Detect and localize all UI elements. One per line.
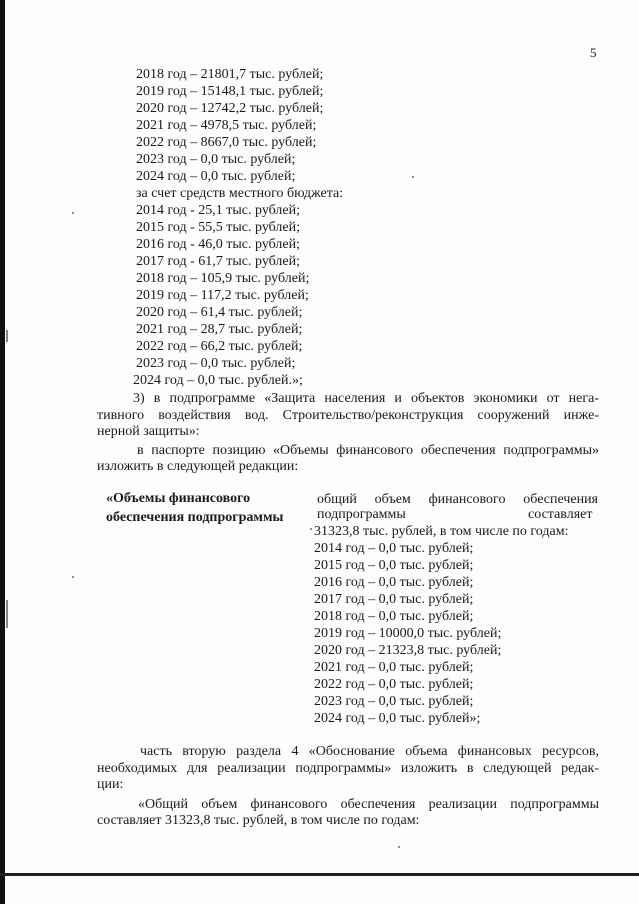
margin-mark	[6, 600, 8, 628]
scan-speck	[72, 576, 74, 578]
table-right-cell-line: составляет	[528, 507, 593, 522]
table-year-item: 2015 год – 0,0 тыс. рублей;	[314, 558, 474, 573]
page-number: 5	[590, 45, 597, 60]
list-item: 2020 год – 12742,2 тыс. рублей;	[136, 101, 324, 116]
paragraph-line: «Общий объем финансового обеспечения реализации подпрограммы	[138, 797, 599, 812]
list-item: 2017 год - 61,7 тыс. рублей;	[136, 254, 301, 269]
list-item: 2021 год – 28,7 тыс. рублей;	[136, 322, 303, 337]
list-item: 2018 год – 105,9 тыс. рублей;	[136, 271, 310, 286]
scan-speck	[412, 176, 414, 178]
table-year-item: 2024 год – 0,0 тыс. рублей»;	[314, 711, 481, 726]
list-item: 2019 год – 117,2 тыс. рублей;	[136, 288, 309, 303]
scan-left-edge	[0, 0, 5, 904]
table-right-cell-line: общий объем финансового обеспечения	[317, 492, 598, 507]
paragraph-line: ции:	[97, 777, 124, 792]
list-item: 2020 год – 61,4 тыс. рублей;	[136, 305, 303, 320]
list-item: 2023 год – 0,0 тыс. рублей;	[136, 356, 296, 371]
list-heading: за счет средств местного бюджета:	[136, 186, 344, 201]
scan-speck	[398, 846, 400, 848]
scan-speck	[72, 212, 74, 214]
table-left-cell-line: «Объемы финансового	[106, 491, 251, 506]
table-left-cell-line: обеспечения подпрограммы	[106, 510, 284, 525]
list-item: 2022 год – 8667,0 тыс. рублей;	[136, 135, 317, 150]
list-item: 2019 год – 15148,1 тыс. рублей;	[136, 84, 324, 99]
table-year-item: 2019 год – 10000,0 тыс. рублей;	[314, 626, 502, 641]
table-right-cell-line: подпрограммы	[317, 507, 406, 522]
table-year-item: 2020 год – 21323,8 тыс. рублей;	[314, 643, 502, 658]
table-year-item: 2014 год – 0,0 тыс. рублей;	[314, 541, 474, 556]
list-item: 2018 год – 21801,7 тыс. рублей;	[136, 67, 324, 82]
table-year-item: 2016 год – 0,0 тыс. рублей;	[314, 575, 474, 590]
table-year-item: 2021 год – 0,0 тыс. рублей;	[314, 660, 474, 675]
margin-mark	[6, 330, 8, 342]
paragraph-line: необходимых для реализации подпрограммы» изложить в следующей редак-	[97, 761, 599, 776]
paragraph-line: изложить в следующей редакции:	[97, 459, 299, 474]
list-item: 2024 год – 0,0 тыс. рублей;	[136, 169, 296, 184]
list-item: 2024 год – 0,0 тыс. рублей.»;	[133, 373, 303, 388]
table-year-item: 2022 год – 0,0 тыс. рублей;	[314, 677, 474, 692]
list-item: 2023 год – 0,0 тыс. рублей;	[136, 152, 296, 167]
paragraph-line: тивного воздействия вод. Строительство/реконструкция сооружений инже-	[97, 408, 599, 423]
paragraph-line: нерной защиты»:	[97, 424, 200, 439]
paragraph-line: в паспорте позицию «Объемы финансового обеспечения подпрограммы»	[137, 443, 599, 458]
scan-speck	[310, 528, 312, 530]
list-item: 2021 год – 4978,5 тыс. рублей;	[136, 118, 317, 133]
table-year-item: 2023 год – 0,0 тыс. рублей;	[314, 694, 474, 709]
list-item: 2014 год - 25,1 тыс. рублей;	[136, 203, 301, 218]
scan-bottom-edge	[0, 873, 639, 876]
table-right-cell-line: 31323,8 тыс. рублей, в том числе по годам:	[314, 524, 569, 539]
list-item: 2015 год - 55,5 тыс. рублей;	[136, 220, 301, 235]
paragraph-line: составляет 31323,8 тыс. рублей, в том числе по годам:	[97, 813, 420, 828]
table-year-item: 2018 год – 0,0 тыс. рублей;	[314, 609, 474, 624]
table-year-item: 2017 год – 0,0 тыс. рублей;	[314, 592, 474, 607]
list-item: 2022 год – 66,2 тыс. рублей;	[136, 339, 303, 354]
paragraph-line: 3) в подпрограмме «Защита населения и объектов экономики от нега-	[133, 391, 599, 406]
list-item: 2016 год - 46,0 тыс. рублей;	[136, 237, 301, 252]
paragraph-line: часть вторую раздела 4 «Обоснование объема финансовых ресурсов,	[140, 744, 599, 759]
